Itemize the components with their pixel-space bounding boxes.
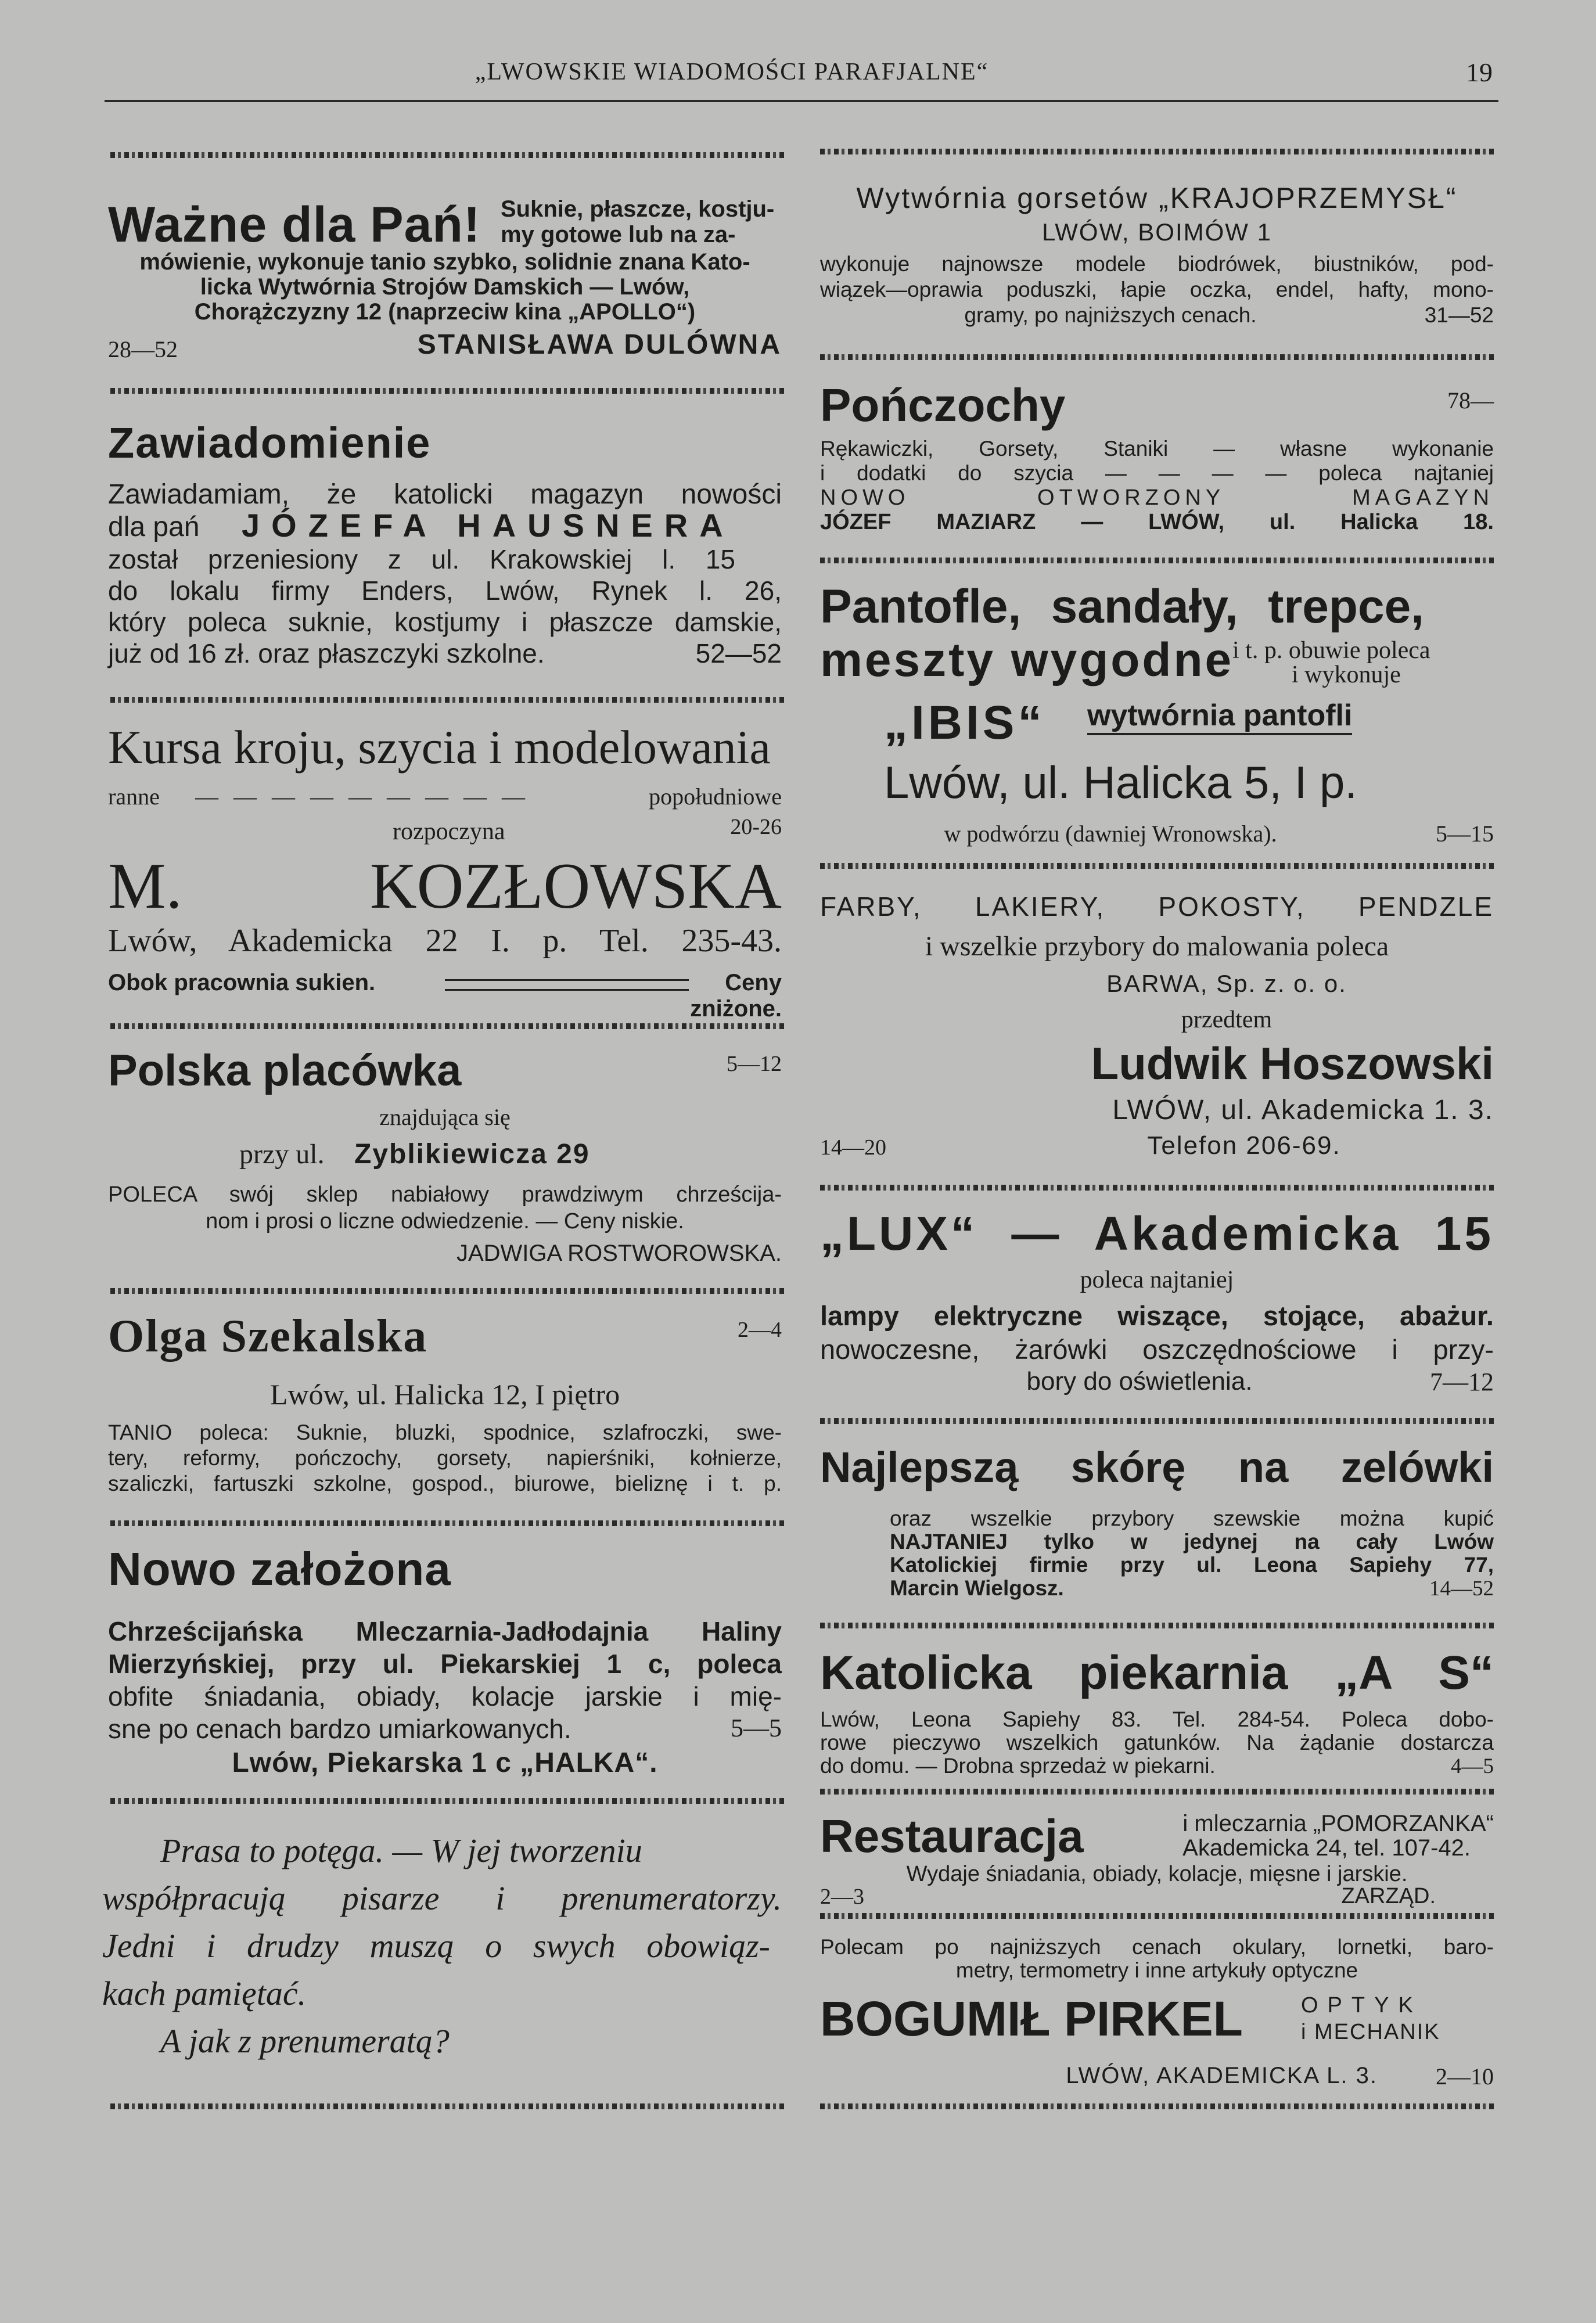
ad-text: i dodatki do szycia — — — — poleca najtaniej xyxy=(820,461,1494,485)
ad-text: metry, termometry i inne artykuły optyczne xyxy=(955,1958,1358,1982)
ad-code: 28—52 xyxy=(108,336,178,362)
ad-text: BARWA, Sp. z. o. o. xyxy=(1106,970,1347,997)
ornament-divider xyxy=(110,1798,784,1804)
ad-text: obfite śniadania, obiady, kolacje jarskie i mię- xyxy=(108,1681,782,1711)
ad-text: sne po cenach bardzo umiarkowanych. xyxy=(108,1714,571,1744)
ad-text: i t. p. obuwie poleca xyxy=(1232,637,1430,664)
ornament-divider xyxy=(820,149,1494,154)
ornament-divider xyxy=(820,1185,1494,1191)
ad-title: Nowo założona xyxy=(108,1543,451,1595)
ad-code: 78— xyxy=(1447,387,1494,413)
ornament-divider xyxy=(110,1520,784,1526)
ad-text: oraz wszelkie przybory szewskie można kupić xyxy=(890,1506,1494,1530)
ad-text: Mierzyńskiej, przy ul. Piekarskiej 1 c, poleca xyxy=(108,1649,782,1679)
ad-code: 2—10 xyxy=(1436,2063,1494,2090)
ad-code: 2—3 xyxy=(820,1885,864,1909)
ornament-divider xyxy=(820,1913,1494,1919)
ad-title: Polska placówka xyxy=(108,1046,462,1095)
ad-text: tery, reformy, pończochy, gorsety, napierśniki, kołnierze, xyxy=(108,1446,782,1470)
ad-text: Obok pracownia sukien. xyxy=(108,970,376,995)
ad-text: NOWO OTWORZONY MAGAZYN xyxy=(820,486,1494,510)
ad-text: dla pań xyxy=(108,512,200,542)
ornament-divider xyxy=(110,697,784,703)
ad-code: 2—4 xyxy=(738,1318,782,1342)
ad-text: poleca najtaniej xyxy=(1080,1267,1234,1293)
ad-signature: STANISŁAWA DULÓWNA xyxy=(417,329,782,360)
ad-text: POLECA swój sklep nabiałowy prawdziwym chrześcija- xyxy=(108,1182,782,1207)
ad-text: Lwów, Leona Sapiehy 83. Tel. 284-54. Poleca dobo- xyxy=(820,1707,1494,1731)
ad-title: Najlepszą skórę na zelówki xyxy=(820,1443,1494,1491)
ad-name: Ludwik Hoszowski xyxy=(1091,1038,1494,1089)
ad-text: lampy elektryczne wiszące, stojące, abażur. xyxy=(820,1300,1494,1331)
ad-text: szaliczki, fartuszki szkolne, gospod., biurowe, bieliznę i t. p. xyxy=(108,1472,782,1495)
ad-address: LWÓW, AKADEMICKA L. 3. xyxy=(1066,2063,1378,2088)
ad-text: Katolickiej firmie przy ul. Leona Sapiehy 77, xyxy=(890,1553,1494,1577)
ornament-divider xyxy=(110,152,784,158)
ad-signature: ZARZĄD. xyxy=(1341,1884,1436,1908)
ad-text: Ceny zniżone. xyxy=(690,970,782,1022)
ornament-divider xyxy=(820,1789,1494,1795)
ad-address: LWÓW, BOIMÓW 1 xyxy=(1042,218,1272,246)
ad-highlight-name: JÓZEFA HAUSNERA xyxy=(242,507,735,544)
ad-address: Akademicka 24, tel. 107-42. xyxy=(1182,1835,1471,1861)
ad-text: popołudniowe xyxy=(649,783,782,810)
ad-code: 5—15 xyxy=(1436,821,1494,847)
ad-text: który poleca suknie, kostjumy i płaszcze damskie, xyxy=(108,607,782,637)
ad-code: 31—52 xyxy=(1424,303,1494,327)
ad-address: Lwów, Piekarska 1 c „HALKA“. xyxy=(232,1747,658,1778)
ad-text: — — — — — — — — — xyxy=(195,783,530,810)
ad-address: Lwów, Akademicka 22 I. p. Tel. 235-43. xyxy=(108,923,782,959)
ornament-divider xyxy=(110,1023,784,1029)
ornament-divider xyxy=(820,2103,1494,2109)
ad-title: Wytwórnia gorsetów „KRAJOPRZEMYSŁ“ xyxy=(856,182,1458,214)
ad-text: do lokalu firmy Enders, Lwów, Rynek l. 26, xyxy=(108,576,782,606)
ad-text: Marcin Wielgosz. xyxy=(890,1576,1064,1600)
ad-text: gramy, po najniższych cenach. xyxy=(964,303,1257,327)
ad-title: „LUX“ — Akademicka 15 xyxy=(820,1207,1494,1260)
ornament-divider xyxy=(820,1623,1494,1628)
ad-address: LWÓW, ul. Akademicka 1. 3. xyxy=(1112,1095,1494,1125)
ad-text: Wydaje śniadania, obiady, kolacje, mięsne i jarskie. xyxy=(906,1862,1408,1886)
ad-code: 5—12 xyxy=(727,1052,782,1076)
ad-text: TANIO poleca: Suknie, bluzki, spodnice, szlafroczki, swe- xyxy=(108,1421,782,1444)
ad-name: M. KOZŁOWSKA xyxy=(108,850,782,922)
ad-title: Katolicka piekarnia „A S“ xyxy=(820,1646,1494,1699)
ad-code: 4—5 xyxy=(1451,1754,1494,1778)
ad-code: 7—12 xyxy=(1430,1368,1494,1396)
ad-code: 5—5 xyxy=(731,1714,782,1742)
ad-text: wiązek—oprawia poduszki, łapie oczka, endel, hafty, mono- xyxy=(820,278,1494,301)
ad-text: w podwórzu (dawniej Wronowska). xyxy=(944,821,1277,847)
ad-title: Zawiadomienie xyxy=(108,419,432,467)
ad-address: Zyblikiewicza 29 xyxy=(354,1139,590,1170)
ad-text: rozpoczyna xyxy=(393,818,505,845)
ad-text: i mleczarnia „POMORZANKA“ xyxy=(1182,1811,1494,1836)
ad-title: meszty wygodne xyxy=(820,634,1234,686)
ornament-divider xyxy=(820,1418,1494,1424)
ad-text: Suknie, płaszcze, kostju- my gotowe lub na za- xyxy=(501,196,775,247)
ad-title: Pantofle, sandały, trepce, xyxy=(820,580,1424,633)
ad-title: Kursa kroju, szycia i modelowania xyxy=(108,721,771,774)
ornament-divider xyxy=(820,863,1494,869)
ad-text: Chrześcijańska Mleczarnia-Jadłodajnia Haliny xyxy=(108,1616,782,1646)
ad-text: przedtem xyxy=(1181,1006,1273,1033)
notice-text: A jak z prenumeratą? xyxy=(160,2022,450,2060)
ad-address: Lwów, ul. Halicka 5, I p. xyxy=(884,757,1358,808)
ad-code: 14—20 xyxy=(820,1135,886,1160)
ad-text: wykonuje najnowsze modele biodrówek, biustników, pod- xyxy=(820,252,1494,276)
ad-text: Rękawiczki, Gorsety, Staniki — własne wykonanie xyxy=(820,437,1494,461)
ad-title: Restauracja xyxy=(820,1810,1084,1862)
ad-text: został przeniesiony z ul. Krakowskiej l. 15 xyxy=(108,544,735,574)
ad-title: Pończochy xyxy=(820,379,1066,431)
ad-text: Zawiadamiam, że katolicki magazyn nowości xyxy=(108,479,782,510)
ad-text: wytwórnia pantofli xyxy=(1087,698,1352,735)
ad-title: Ważne dla Pań! xyxy=(108,197,481,253)
ad-text: nowoczesne, żarówki oszczędnościowe i przy- xyxy=(820,1334,1494,1365)
ad-brand: „IBIS“ xyxy=(884,696,1045,749)
ad-phone: Telefon 206-69. xyxy=(1147,1131,1341,1160)
ad-text: już od 16 zł. oraz płaszczyki szkolne. xyxy=(108,638,545,668)
notice-text: Jedni i drudzy muszą o swych obowiąz- xyxy=(102,1927,770,1965)
ad-signature: JADWIGA ROSTWOROWSKA. xyxy=(456,1240,782,1266)
ad-text: do domu. — Drobna sprzedaż w piekarni. xyxy=(820,1754,1216,1778)
page-number: 19 xyxy=(1466,57,1493,87)
ornament-divider xyxy=(820,354,1494,360)
ad-text: nom i prosi o liczne odwiedzenie. — Ceny niskie. xyxy=(206,1209,684,1234)
running-header: „LWOWSKIE WIADOMOŚCI PARAFJALNE“ xyxy=(475,59,989,85)
ad-address: Lwów, ul. Halicka 12, I piętro xyxy=(269,1378,620,1411)
ad-text: Polecam po najniższych cenach okulary, lornetki, baro- xyxy=(820,1935,1494,1959)
ad-text: przy ul. xyxy=(239,1139,325,1170)
ad-title: Olga Szekalska xyxy=(108,1311,428,1362)
ad-text: bory do oświetlenia. xyxy=(1026,1367,1253,1396)
ornament-divider xyxy=(110,388,784,394)
ad-code: 20-26 xyxy=(730,815,782,839)
ad-code: 14—52 xyxy=(1429,1577,1494,1601)
header-rule xyxy=(105,100,1498,102)
ad-code: 52—52 xyxy=(695,638,782,668)
notice-text: kach pamiętać. xyxy=(102,1975,307,2012)
ad-text: znajdująca się xyxy=(379,1104,511,1130)
ornament-divider xyxy=(820,558,1494,563)
ad-title: FARBY, LAKIERY, POKOSTY, PENDZLE xyxy=(820,891,1494,922)
ad-text: NAJTANIEJ tylko w jedynej na cały Lwów xyxy=(890,1530,1494,1554)
ornament-divider xyxy=(110,1288,784,1294)
ad-text: rowe pieczywo wszelkich gatunków. Na żądanie dostarcza xyxy=(820,1731,1494,1754)
notice-text: współpracują pisarze i prenumeratorzy. xyxy=(102,1879,782,1917)
ad-text: i MECHANIK xyxy=(1301,2020,1440,2044)
ad-text: ranne xyxy=(108,783,160,810)
ad-text: i wykonuje xyxy=(1292,661,1401,688)
ad-address: JÓZEF MAZIARZ — LWÓW, ul. Halicka 18. xyxy=(820,510,1494,534)
ad-name: BOGUMIŁ PIRKEL xyxy=(820,1991,1243,2046)
notice-text: Prasa to potęga. — W jej tworzeniu xyxy=(160,1832,642,1869)
ad-text: i wszelkie przybory do malowania poleca xyxy=(925,931,1389,962)
ornament-divider xyxy=(110,2103,784,2109)
ad-text: OPTYK xyxy=(1301,1993,1422,2018)
ad-text: mówienie, wykonuje tanio szybko, solidnie znana Kato- licka Wytwórnia Strojów Damskich — Lwów, Chorążczyzny 12 (naprzeciw kina „APOLLO“) xyxy=(139,250,750,325)
